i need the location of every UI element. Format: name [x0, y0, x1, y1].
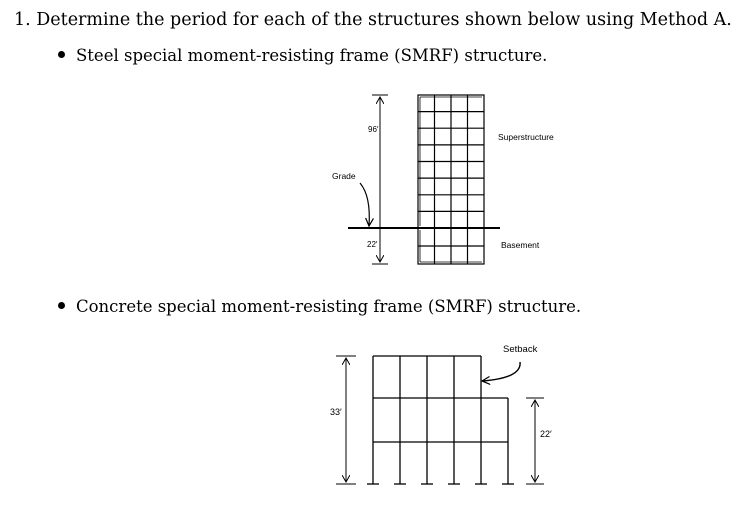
height-below-label: 22′ [367, 240, 378, 249]
ground-columns [367, 442, 514, 484]
problem-number: 1. [14, 10, 31, 30]
bullet-text: Concrete special moment-resisting frame (SMRF) structure. [76, 297, 582, 316]
height-above-label: 96′ [368, 125, 379, 134]
setback-label: Setback [503, 344, 538, 355]
lower-height-dimension [526, 398, 544, 484]
setback-pointer-arrow [482, 362, 520, 381]
basement-frame [418, 228, 484, 264]
grade-pointer-arrow [360, 183, 369, 226]
problem-text: Determine the period for each of the structures shown below using Method A. [36, 10, 732, 30]
bullet-text: Steel special moment-resisting frame (SMRF) structure. [76, 46, 548, 65]
total-height-dimension [336, 356, 356, 484]
height-dimension [372, 95, 388, 264]
superstructure-label: Superstructure [498, 132, 554, 142]
grade-label: Grade [332, 171, 356, 181]
steel-frame-figure [332, 95, 554, 264]
upper-frame [373, 356, 508, 442]
lower-height-label: 22′ [540, 429, 552, 439]
total-height-label: 33′ [330, 407, 342, 417]
concrete-frame-figure [330, 344, 552, 484]
basement-label: Basement [501, 240, 540, 250]
superstructure-frame [418, 95, 484, 228]
